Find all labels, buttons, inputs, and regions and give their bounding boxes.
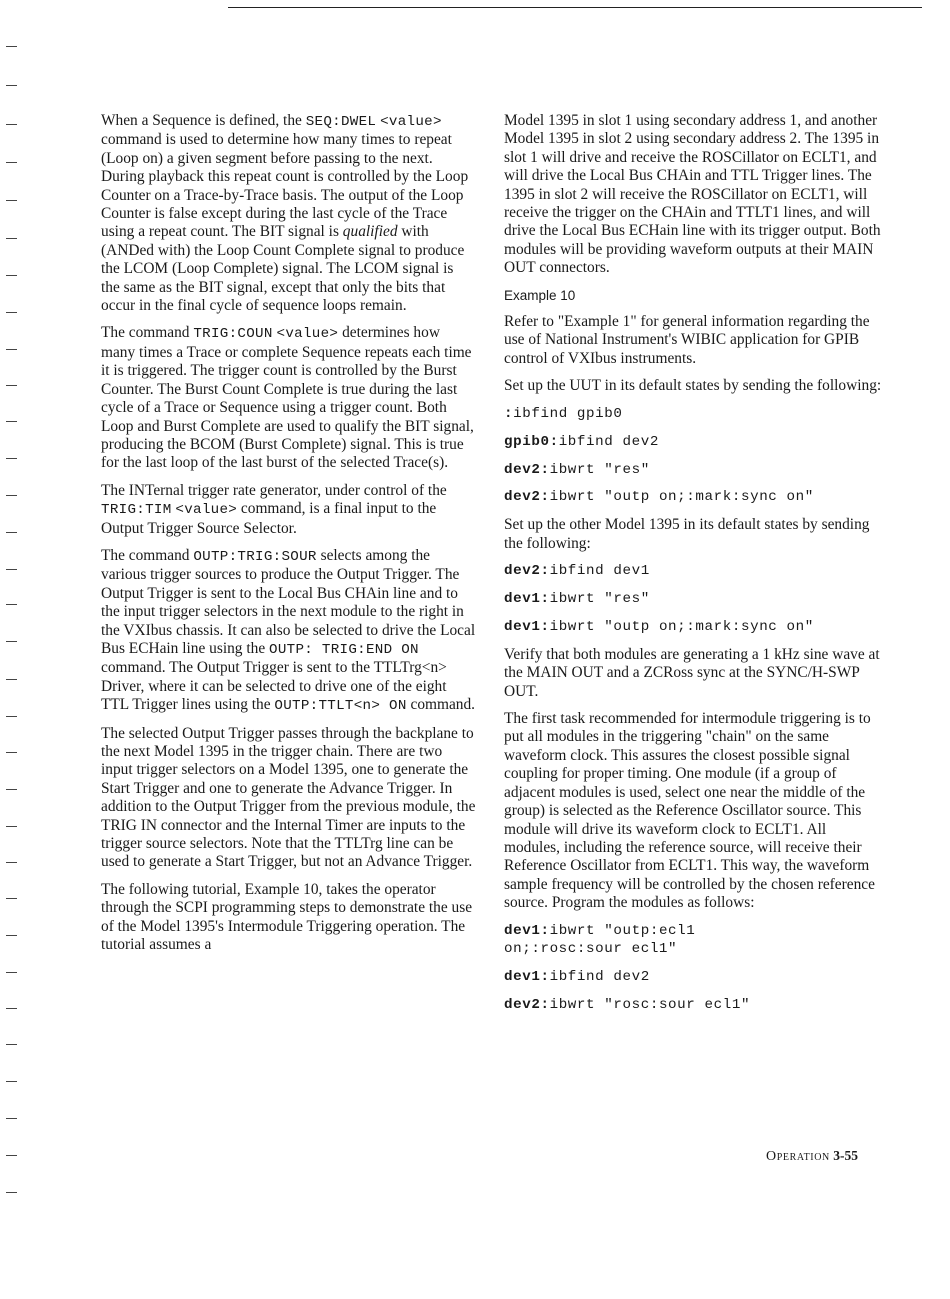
paragraph-tutorial-intro: The following tutorial, Example 10, takes the operator through the SCPI programming steps to demonstrate the use of the Model 1395's Intermodule Triggering operation. The tutorial assumes a [101, 880, 473, 954]
command-line: dev2:ibfind dev1 [504, 563, 650, 580]
command-line: gpib0:ibfind dev2 [504, 433, 659, 450]
margin-tick [6, 275, 17, 276]
margin-tick [6, 85, 17, 86]
paragraph-verify-outputs: Verify that both modules are generating a 1 kHz sine wave at the MAIN OUT and a ZCRoss sync at the SYNC/H-SWP OUT. [504, 645, 880, 700]
page-footer [766, 1148, 858, 1165]
margin-tick [6, 862, 17, 863]
margin-tick [6, 312, 17, 313]
paragraph-seq-dwel: When a Sequence is defined, the SEQ:DWEL <value> command is used to determine how many times to repeat (Loop on) a given segment before passing to the next. During playback this repeat count is controlled by the Loop Counter on a Trace-by-Trace basis. The output of the Loop Counter is false except during the last cycle of the Trace using a repeat count. The BIT signal is qualified with (ANDed with) the Loop Count Complete signal to produce the LCOM (Loop Complete) signal. The LCOM signal is the same as the BIT signal, except that only the bits that occur in the final cycle of sequence loops remain. [101, 112, 469, 315]
margin-tick [6, 1081, 17, 1082]
margin-tick [6, 532, 17, 533]
margin-tick [6, 421, 17, 422]
margin-tick [6, 679, 17, 680]
margin-tick [6, 716, 17, 717]
margin-tick [6, 385, 17, 386]
margin-tick [6, 1118, 17, 1119]
footer-section: Operation [766, 1149, 830, 1164]
margin-tick [6, 1192, 17, 1193]
paragraph-outp-trig-sour: The command OUTP:TRIG:SOUR selects among the various trigger sources to produce the Output Trigger. The Output Trigger is sent to the Local Bus CHAin line and to the input trigger selectors in the next module to the right in the VXIbus chassis. It can also be selected to drive the Local Bus ECHain line using the OUTP: TRIG:END ON command. The Output Trigger is sent to the TTLTrg<n> Driver, where it can be selected to drive one of the eight TTL Trigger lines using the OUTP:TTLT<n> ON command. [101, 546, 476, 715]
margin-tick [6, 200, 17, 201]
margin-tick [6, 752, 17, 753]
paragraph-reference-oscillator: The first task recommended for intermodule triggering is to put all modules in the triggering "chain" on the same waveform clock. This assures the closest possible signal coupling for proper timing. One module (if a group of adjacent modules is used, select one near the middle of the group) is selected as the Reference Oscillator source. This module will drive its waveform clock to ECLT1. All modules, including the reference source, will receive their Reference Oscillator from ECLT1. This way, the waveform sample frequency will be controlled by the chosen reference source. Program the modules as follows: [504, 710, 875, 912]
left-column [101, 112, 476, 963]
margin-tick [6, 826, 17, 827]
command-line: :ibfind gpib0 [504, 405, 623, 422]
margin-tick [6, 1008, 17, 1009]
margin-tick [6, 238, 17, 239]
margin-tick [6, 972, 17, 973]
paragraph-wibic-reference: Refer to "Example 1" for general information regarding the use of National Instrument's WIBIC application for GPIB control of VXIbus instruments. [504, 313, 870, 367]
margin-tick [6, 789, 17, 790]
margin-tick [6, 1044, 17, 1045]
margin-tick [6, 46, 17, 47]
margin-tick [6, 162, 17, 163]
margin-tick [6, 935, 17, 936]
page-number: 3-55 [833, 1148, 858, 1163]
paragraph-uut-defaults: Set up the UUT in its default states by sending the following: [504, 377, 882, 395]
paragraph-trig-tim: The INTernal trigger rate generator, under control of the TRIG:TIM <value> command, is a final input to the Output Trigger Source Selector. [101, 481, 447, 537]
margin-tick [6, 495, 17, 496]
right-column [504, 112, 882, 1024]
margin-tick [6, 898, 17, 899]
margin-tick [6, 124, 17, 125]
command-line: dev2:ibwrt "outp on;:mark:sync on" [504, 489, 814, 506]
margin-tick [6, 1155, 17, 1156]
margin-tick [6, 458, 17, 459]
command-line: dev1:ibwrt "res" [504, 591, 650, 608]
command-line: dev1:ibfind dev2 [504, 968, 650, 985]
paragraph-trigger-chain: The selected Output Trigger passes through the backplane to the next Model 1395 in the trigger chain. There are two input trigger selectors on a Model 1395, one to generate the Start Trigger and one to generate the Advance Trigger. In addition to the Output Trigger from the previous module, the TRIG IN connector and the Internal Timer are inputs to the trigger source selectors. Note that the TTLTrg line can be used to generate a Start Trigger, but not an Advance Trigger. [101, 724, 476, 871]
command-line: dev2:ibwrt "rosc:sour ecl1" [504, 996, 751, 1013]
margin-tick [6, 569, 17, 570]
top-rule [228, 7, 922, 8]
command-line: dev2:ibwrt "res" [504, 461, 650, 478]
command-line: dev1:ibwrt "outp on;:mark:sync on" [504, 618, 814, 635]
paragraph-other-module-defaults: Set up the other Model 1395 in its default states by sending the following: [504, 516, 870, 552]
margin-tick [6, 349, 17, 350]
command-line: dev1:ibwrt "outp:ecl1 on;:rosc:sour ecl1" [504, 922, 696, 957]
paragraph-trig-coun: The command TRIG:COUN <value> determines how many times a Trace or complete Sequence repeats each time it is triggered. The trigger count is controlled by the Burst Counter. The Burst Count Complete is true during the last cycle of a Trace or Sequence using a trigger count. Both Loop and Burst Complete are used to qualify the BIT signal, producing the BCOM (Burst Complete) signal. This is true for the last loop of the last burst of the selected Trace(s). [101, 324, 474, 472]
margin-tick [6, 604, 17, 605]
paragraph-module-setup: Model 1395 in slot 1 using secondary address 1, and another Model 1395 in slot 2 using secondary address 2. The 1395 in slot 1 will drive and receive the ROSCillator on ECLT1, and will drive the Local Bus CHAin and TTL Trigger lines. The 1395 in slot 2 will receive the ROSCillator on ECLT1, will receive the trigger on the CHAin and TTLT1 lines, and will drive the Local Bus ECHain line with its trigger output. Both modules will be providing waveform outputs at their MAIN OUT connectors. [504, 112, 881, 277]
margin-tick [6, 641, 17, 642]
example-heading: Example 10 [504, 287, 576, 303]
